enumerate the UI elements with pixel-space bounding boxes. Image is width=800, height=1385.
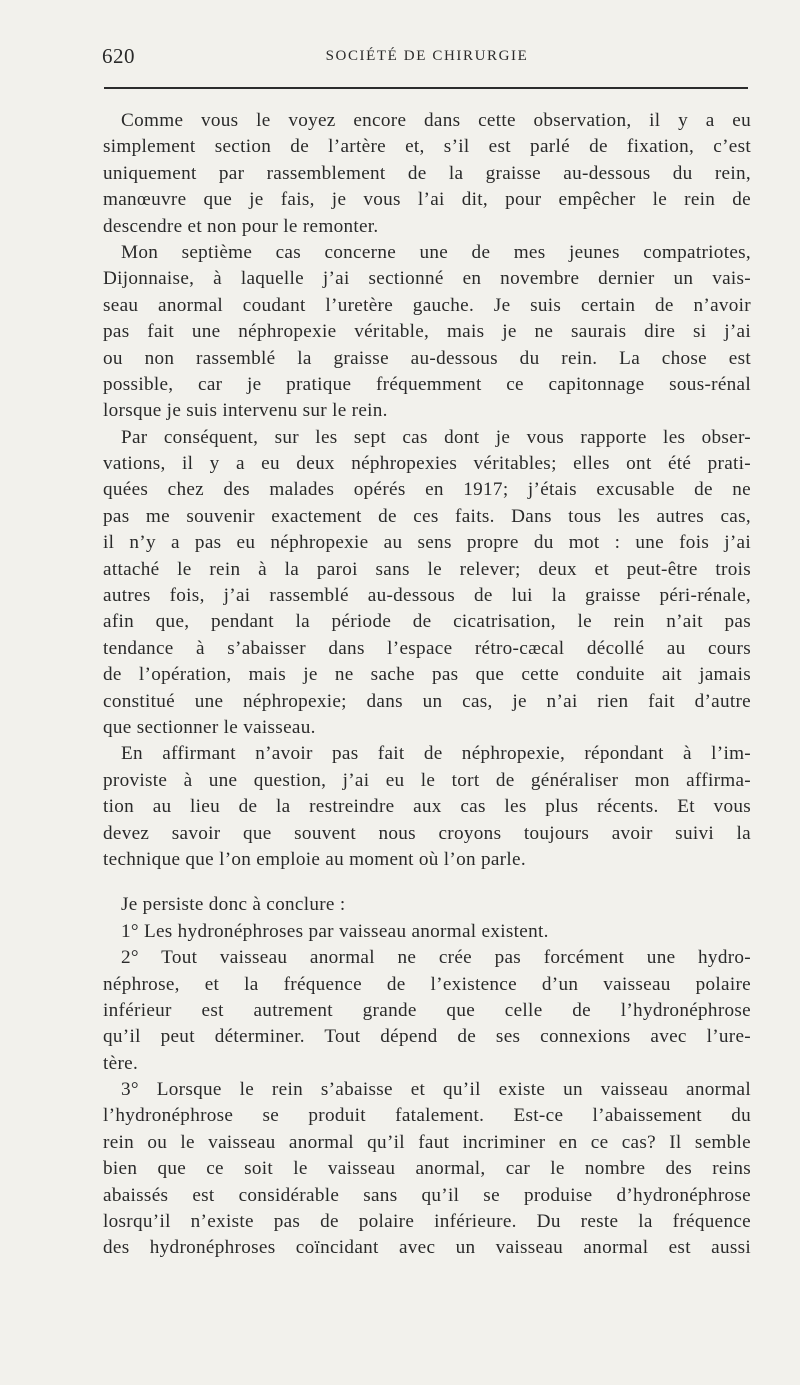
text-line: bien que ce soit le vaisseau anormal, car le nombre des reins bbox=[103, 1158, 751, 1180]
text-line: néphrose, et la fréquence de l’existence d’un vaisseau polaire bbox=[103, 973, 751, 995]
text-line: descendre et non pour le remonter. bbox=[103, 215, 379, 237]
text-line: Mon septième cas concerne une de mes jeunes compatriotes, bbox=[121, 241, 751, 263]
text-line: devez savoir que souvent nous croyons toujours avoir suivi la bbox=[103, 822, 751, 844]
text-line: 1° Les hydronéphroses par vaisseau anormal existent. bbox=[121, 920, 549, 942]
page-header bbox=[104, 44, 750, 76]
text-line: proviste à une question, j’ai eu le tort de généraliser mon affirma- bbox=[103, 769, 751, 791]
text-line: tendance à s’abaisser dans l’espace rétro-cæcal décollé au cours bbox=[103, 637, 751, 659]
running-title: SOCIÉTÉ DE CHIRURGIE bbox=[325, 48, 529, 64]
paragraph bbox=[103, 240, 751, 425]
text-line: 3° Lorsque le rein s’abaisse et qu’il existe un vaisseau anormal bbox=[121, 1079, 751, 1101]
paragraph-spacer bbox=[103, 873, 751, 892]
text-line: des hydronéphroses coïncidant avec un vaisseau anormal est aussi bbox=[103, 1237, 751, 1259]
text-line: rein ou le vaisseau anormal qu’il faut incriminer en ce cas? Il semble bbox=[103, 1131, 751, 1153]
paragraph bbox=[103, 741, 751, 873]
text-line: tion au lieu de la restreindre aux cas les plus récents. Et vous bbox=[103, 796, 751, 818]
text-line: constitué une néphropexie; dans un cas, je n’ai rien fait d’autre bbox=[103, 690, 751, 712]
text-line: inférieur est autrement grande que celle de l’hydronéphrose bbox=[103, 999, 751, 1021]
text-line: possible, car je pratique fréquemment ce capitonnage sous-rénal bbox=[103, 373, 751, 395]
paragraph bbox=[103, 425, 751, 742]
paragraph bbox=[103, 919, 751, 945]
paragraph bbox=[103, 1077, 751, 1262]
text-line: losrqu’il n’existe pas de polaire inférieure. Du reste la fréquence bbox=[103, 1211, 751, 1233]
text-line: l’hydronéphrose se produit fatalement. Est-ce l’abaissement du bbox=[103, 1105, 751, 1127]
text-line: pas me souvenir exactement de ces faits. Dans tous les autres cas, bbox=[103, 505, 751, 527]
text-line: 2° Tout vaisseau anormal ne crée pas forcément une hydro- bbox=[121, 947, 751, 969]
text-line: lorsque je suis intervenu sur le rein. bbox=[103, 400, 388, 422]
text-line: quées chez des malades opérés en 1917; j’étais excusable de ne bbox=[103, 479, 751, 501]
text-line: de l’opération, mais je ne sache pas que cette conduite ait jamais bbox=[103, 664, 751, 686]
paragraph bbox=[103, 892, 751, 918]
text-line: technique que l’on emploie au moment où l’on parle. bbox=[103, 848, 526, 870]
text-line: simplement section de l’artère et, s’il est parlé de fixation, c’est bbox=[103, 136, 751, 158]
text-line: pas fait une néphropexie véritable, mais je ne saurais dire si j’ai bbox=[103, 321, 751, 343]
text-line: uniquement par rassemblement de la graisse au-dessous du rein, bbox=[103, 162, 751, 184]
text-line: Je persiste donc à conclure : bbox=[121, 894, 346, 916]
page-number: 620 bbox=[102, 44, 135, 68]
text-line: autres fois, j’ai rassemblé au-dessous de lui la graisse péri-rénale, bbox=[103, 585, 751, 607]
text-line: vations, il y a eu deux néphropexies véritables; elles ont été prati- bbox=[103, 453, 751, 475]
text-line: abaissés est considérable sans qu’il se produise d’hydronéphrose bbox=[103, 1184, 751, 1206]
text-line: afin que, pendant la période de cicatrisation, le rein n’ait pas bbox=[103, 611, 751, 633]
text-line: manœuvre que je fais, je vous l’ai dit, pour empêcher le rein de bbox=[103, 189, 751, 211]
text-line: Dijonnaise, à laquelle j’ai sectionné en novembre dernier un vais- bbox=[103, 268, 751, 290]
paragraph bbox=[103, 945, 751, 1077]
text-line: attaché le rein à la paroi sans le relever; deux et peut-être trois bbox=[103, 558, 751, 580]
header-rule bbox=[104, 87, 748, 89]
text-line: Comme vous le voyez encore dans cette observation, il y a eu bbox=[121, 110, 751, 131]
text-line: ou non rassemblé la graisse au-dessous du rein. La chose est bbox=[103, 347, 751, 369]
text-line: tère. bbox=[103, 1052, 139, 1074]
text-line: il n’y a pas eu néphropexie au sens propre du mot : une fois j’ai bbox=[103, 532, 751, 554]
text-line: En affirmant n’avoir pas fait de néphropexie, répondant à l’im- bbox=[121, 743, 751, 765]
paragraph bbox=[103, 108, 751, 240]
text-line: que sectionner le vaisseau. bbox=[103, 716, 316, 738]
body-text bbox=[103, 108, 751, 1262]
text-line: Par conséquent, sur les sept cas dont je vous rapporte les obser- bbox=[121, 426, 751, 448]
text-line: seau anormal coudant l’uretère gauche. Je suis certain de n’avoir bbox=[103, 294, 751, 316]
text-line: qu’il peut déterminer. Tout dépend de ses connexions avec l’ure- bbox=[103, 1026, 751, 1048]
